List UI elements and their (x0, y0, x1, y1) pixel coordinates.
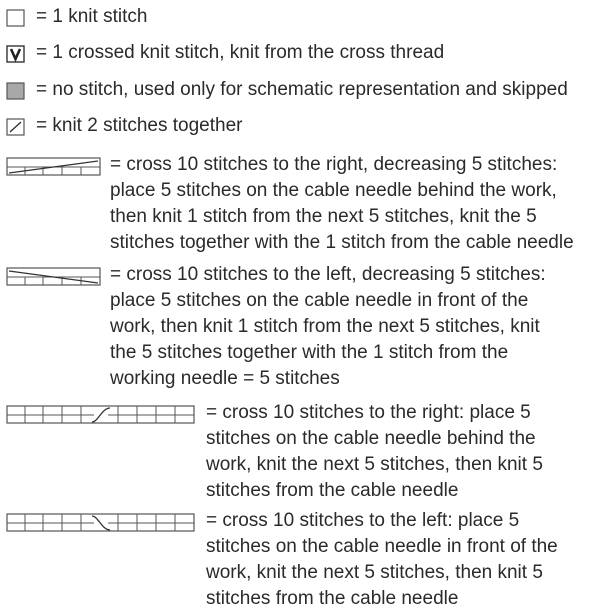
legend-text-line: work, knit the next 5 stitches, then knit 5 (206, 454, 543, 475)
slash-square-icon (6, 118, 26, 136)
legend-item-cable-right-decrease (6, 152, 600, 256)
legend-text (110, 262, 600, 392)
cable-right-icon (6, 405, 196, 424)
cable-right-decrease-icon (6, 157, 102, 176)
legend-text-line: = cross 10 stitches to the right, decreasing 5 stitches: (110, 154, 558, 175)
legend-text-line: place 5 stitches on the cable needle in front of the (110, 290, 529, 311)
legend-text-line: stitches from the cable needle (206, 480, 459, 501)
legend-text-line: working needle = 5 stitches (110, 368, 340, 389)
legend-text (206, 400, 600, 504)
empty-square-icon (6, 9, 26, 27)
legend-text-line: then knit 1 stitch from the next 5 stitches, knit the 5 (110, 206, 537, 227)
legend-item-knit-2-together (6, 113, 242, 139)
legend-text-line: stitches on the cable needle in front of the (206, 536, 558, 557)
legend-item-cable-left-decrease (6, 262, 600, 392)
legend-text-line: stitches from the cable needle (206, 588, 459, 609)
legend-text-line: work, then knit 1 stitch from the next 5 stitches, knit (110, 316, 540, 337)
legend-text: = no stitch, used only for schematic representation and skipped (36, 79, 568, 100)
legend-text-line: work, knit the next 5 stitches, then knit 5 (206, 562, 543, 583)
legend-text-line: = cross 10 stitches to the left, decreasing 5 stitches: (110, 264, 546, 285)
legend-text: = 1 crossed knit stitch, knit from the cross thread (36, 42, 445, 63)
legend-item-no-stitch (6, 77, 568, 103)
cable-left-icon (6, 513, 196, 532)
legend-text-line: = cross 10 stitches to the right: place 5 (206, 402, 531, 423)
legend-item-cable-left (6, 508, 600, 612)
legend-item-knit-stitch (6, 4, 147, 30)
legend-text-line: = cross 10 stitches to the left: place 5 (206, 510, 520, 531)
legend-item-crossed-knit-stitch (6, 40, 444, 66)
legend-text-line: place 5 stitches on the cable needle behind the work, (110, 180, 557, 201)
legend-text: = knit 2 stitches together (36, 115, 243, 136)
cable-left-decrease-icon (6, 267, 102, 286)
legend-text-line: stitches on the cable needle behind the (206, 428, 536, 449)
legend-text: = 1 knit stitch (36, 6, 148, 27)
legend-text-line: stitches together with the 1 stitch from the cable needle (110, 232, 574, 253)
v-square-icon (6, 45, 26, 63)
gray-square-icon (6, 82, 26, 100)
legend-text (110, 152, 600, 256)
legend-text (206, 508, 600, 612)
legend-text-line: the 5 stitches together with the 1 stitch from the (110, 342, 509, 363)
legend-item-cable-right (6, 400, 600, 504)
